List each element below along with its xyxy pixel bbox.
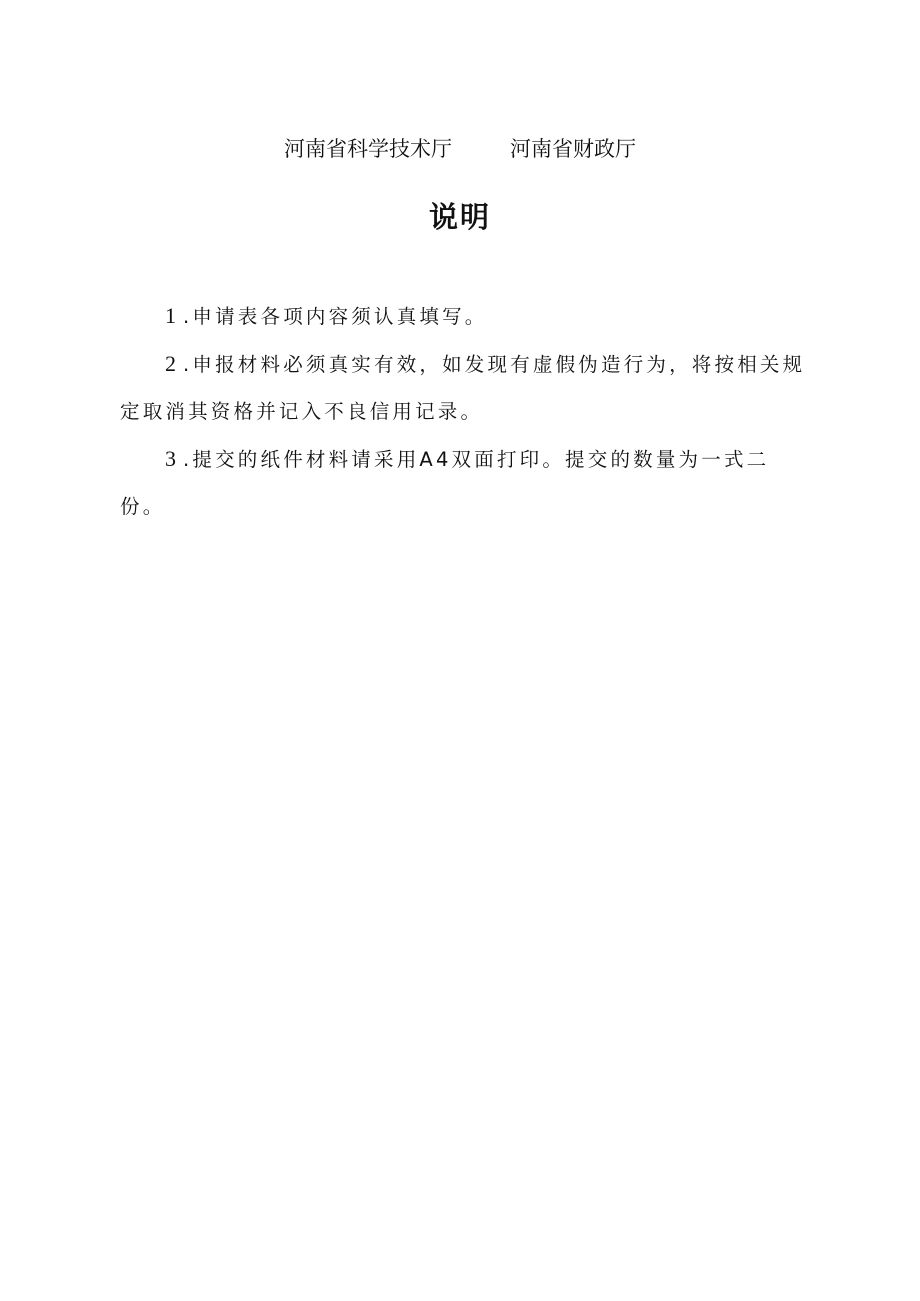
instruction-text: .提交的纸件材料请采用A4双面打印。提交的数量为一式二份。 <box>120 448 770 518</box>
issuer-science-technology-department: 河南省科学技术厅 <box>284 137 452 161</box>
issuer-finance-department: 河南省财政厅 <box>510 137 636 161</box>
page-title: 说明 <box>428 200 491 234</box>
instruction-item-1 <box>120 292 810 340</box>
instruction-number: 3 <box>165 446 176 471</box>
instruction-text: .申请表各项内容须认真填写。 <box>183 305 488 328</box>
instruction-number: 1 <box>165 303 176 328</box>
instruction-text: .申报材料必须真实有效，如发现有虚假伪造行为，将按相关规定取消其资格并记入不良信用记录。 <box>120 353 806 423</box>
instructions-list <box>120 292 810 530</box>
instruction-number: 2 <box>165 351 176 376</box>
instruction-item-2 <box>120 340 810 435</box>
issuing-departments <box>0 134 920 164</box>
instruction-item-3 <box>120 435 810 530</box>
